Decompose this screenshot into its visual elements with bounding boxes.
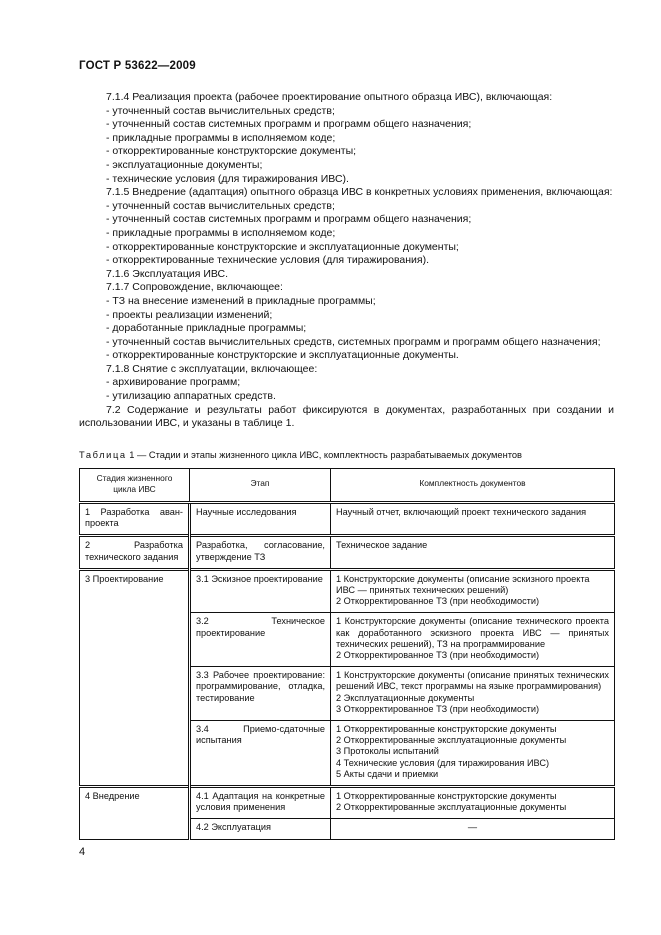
step-cell: 3.3 Рабочее проектирование: программирование, отладка, тестирование [190, 667, 331, 721]
step-cell: 3.2 Техническое проектирование [190, 613, 331, 667]
table-row [80, 536, 615, 569]
paragraph-7-2: 7.2 Содержание и результаты работ фиксируются в документах, разработанных при создании и использовании ИВС, и указаны в таблице 1. [79, 403, 614, 430]
docs-cell: 1 Конструкторские документы (описание эскизного проекта ИВС — принятых технических решений) 2 Откорректированное ТЗ (при необходимости) [331, 569, 615, 613]
list-item: - доработанные прикладные программы; [106, 322, 307, 335]
lifecycle-table [79, 468, 615, 840]
docs-cell: 1 Откорректированные конструкторские документы 2 Откорректированные эксплуатационные документы 3 Протоколы испытаний 4 Технические условия (для тиражирования ИВС) 5 Акты сдачи и приемки [331, 721, 615, 787]
docs-cell: 1 Конструкторские документы (описание принятых технических решений ИВС, текст программы на языке программирования) 2 Эксплуатационные документы 3 Откорректированное ТЗ (при необходимости) [331, 667, 615, 721]
table-row [80, 569, 615, 613]
docs-cell: — [331, 819, 615, 839]
step-cell: 3.1 Эскизное проектирование [190, 569, 331, 613]
paragraph-7-1-7: 7.1.7 Сопровождение, включающее: [106, 281, 283, 294]
step-cell: Научные исследования [190, 503, 331, 536]
stage-cell: 1 Разработка аван-проекта [80, 503, 190, 536]
list-item: - откорректированные конструкторские и эксплуатационные документы. [106, 349, 459, 362]
list-item: - прикладные программы в исполняемом коде; [106, 226, 336, 239]
list-item: - откорректированные технические условия (для тиражирования). [106, 254, 430, 267]
table-caption-text: 1 — Стадии и этапы жизненного цикла ИВС, комплектность разрабатываемых документов [126, 450, 522, 460]
stage-cell: 2 Разработка технического задания [80, 536, 190, 569]
step-cell: 3.4 Приемо-сдаточные испытания [190, 721, 331, 787]
header-stage: Стадия жизненного цикла ИВС [80, 469, 190, 503]
list-item: - уточненный состав системных программ и программ общего назначения; [106, 213, 472, 226]
docs-cell: Научный отчет, включающий проект технического задания [331, 503, 615, 536]
table-caption-word: Таблица [79, 450, 127, 460]
table-row [80, 787, 615, 819]
docs-cell: 1 Конструкторские документы (описание технического проекта как доработанного эскизного проекта ИВС — принятых технических решений), ТЗ на программирование 2 Откорректированное ТЗ (при необходимости) [331, 613, 615, 667]
table-row [80, 503, 615, 536]
stage-cell: 4 Внедрение [80, 787, 190, 840]
paragraph-7-1-5: 7.1.5 Внедрение (адаптация) опытного образца ИВС в конкретных условиях применения, включающая: [106, 186, 613, 199]
body-text [79, 91, 614, 431]
table-header-row [80, 469, 615, 503]
list-item: - уточненный состав вычислительных средств, системных программ и программ общего назначения; [106, 335, 601, 348]
paragraph-7-1-6: 7.1.6 Эксплуатация ИВС. [106, 267, 229, 280]
list-item: - уточненный состав системных программ и программ общего назначения; [106, 118, 472, 131]
list-item: - прикладные программы в исполняемом коде; [106, 131, 336, 144]
docs-cell: 1 Откорректированные конструкторские документы 2 Откорректированные эксплуатационные документы [331, 787, 615, 819]
header-step: Этап [190, 469, 331, 503]
step-cell: Разработка, согласование, утверждение ТЗ [190, 536, 331, 569]
list-item: - откорректированные конструкторские документы; [106, 145, 357, 158]
list-item: - откорректированные конструкторские и эксплуатационные документы; [106, 240, 459, 253]
list-item: - эксплуатационные документы; [106, 158, 263, 171]
list-item: - уточненный состав вычислительных средств; [106, 199, 335, 212]
step-cell: 4.1 Адаптация на конкретные условия применения [190, 787, 331, 819]
paragraph-7-1-8: 7.1.8 Снятие с эксплуатации, включающее: [106, 362, 318, 375]
paragraph-7-1-4: 7.1.4 Реализация проекта (рабочее проектирование опытного образца ИВС), включающая: [106, 91, 553, 103]
list-item: - утилизацию аппаратных средств. [106, 390, 276, 403]
stage-cell: 3 Проектирование [80, 569, 190, 786]
list-item: - проекты реализации изменений; [106, 308, 273, 321]
step-cell: 4.2 Эксплуатация [190, 819, 331, 839]
docs-cell: Техническое задание [331, 536, 615, 569]
page-number: 4 [79, 846, 86, 858]
table-caption [79, 450, 522, 460]
header-docs: Комплектность документов [331, 469, 615, 503]
list-item: - архивирование программ; [106, 376, 241, 389]
list-item: - уточненный состав вычислительных средств; [106, 104, 335, 117]
list-item: - технические условия (для тиражирования ИВС). [106, 172, 349, 185]
document-code-header: ГОСТ Р 53622—2009 [79, 60, 196, 72]
list-item: - ТЗ на внесение изменений в прикладные программы; [106, 294, 376, 307]
